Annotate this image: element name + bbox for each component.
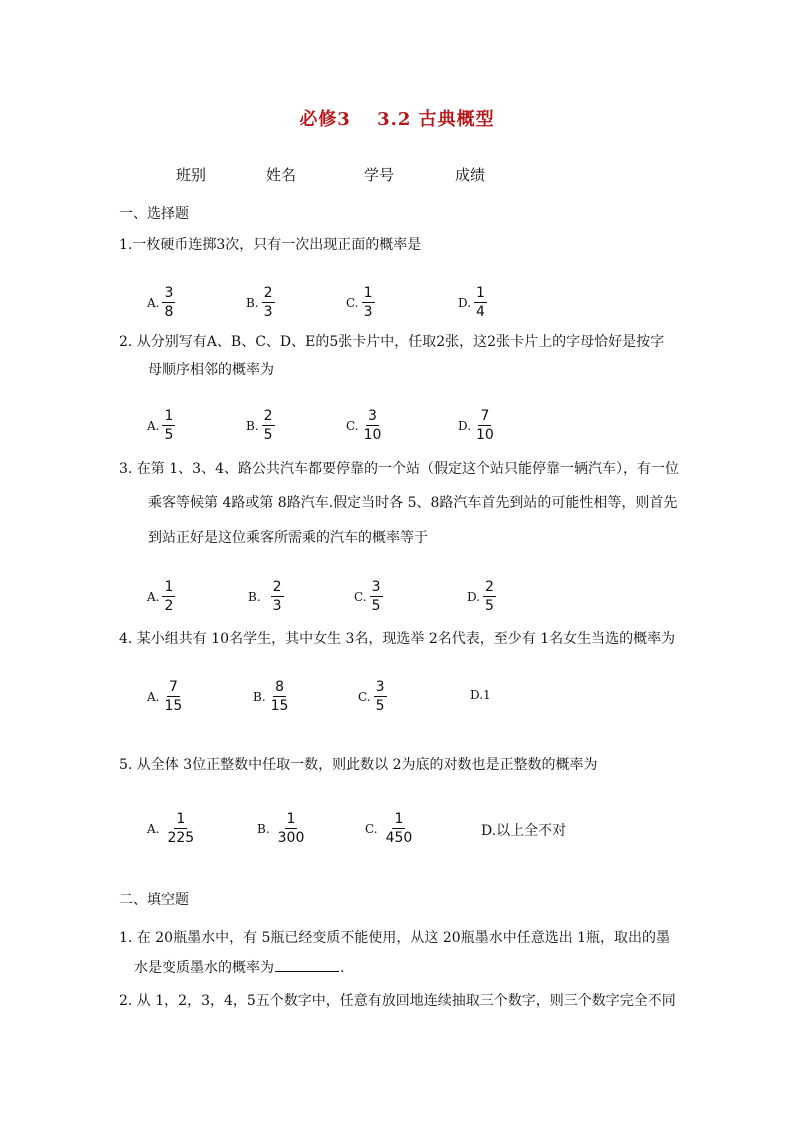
question-4: 4. 某小组共有 10名学生，其中女生 3名，现选举 2名代表，至少有 1名女生当选的概率为	[119, 631, 676, 647]
section-multiple-choice: 一、选择题	[119, 206, 189, 222]
fraction: $\frac{1}{300}$	[277, 811, 305, 846]
fraction: $\frac{2}{5}$	[485, 579, 494, 614]
fraction: $\frac{2}{3}$	[263, 285, 273, 320]
class-label: 班别	[176, 166, 207, 184]
question-1: 1.一枚硬币连掷3次，只有一次出现正面的概率是	[119, 237, 422, 253]
fraction: $\frac{3}{5}$	[375, 679, 385, 714]
fraction: $\frac{7}{15}$	[164, 679, 183, 714]
section-fill-in-blank: 二、填空题	[119, 892, 189, 908]
q3-option-a: A. $\frac{1}{2}$	[147, 579, 174, 614]
fraction: $\frac{1}{4}$	[476, 285, 485, 320]
q5-option-d: D.以上全不对	[481, 823, 567, 839]
answer-blank	[275, 971, 339, 972]
q1-option-b: B. $\frac{2}{3}$	[246, 285, 273, 320]
q5-option-b: B. $\frac{1}{300}$	[257, 811, 305, 846]
fraction: $\frac{8}{15}$	[270, 679, 289, 714]
q2-option-b: B. $\frac{2}{5}$	[246, 408, 273, 443]
fraction: $\frac{3}{10}$	[363, 408, 382, 443]
q2-option-c: C. $\frac{3}{10}$	[346, 408, 382, 443]
q3-option-c: C. $\frac{3}{5}$	[354, 579, 381, 614]
fraction: $\frac{3}{8}$	[164, 285, 174, 320]
fraction: $\frac{1}{450}$	[385, 811, 413, 846]
page-title: 必修3 3.2 古典概型	[299, 109, 495, 130]
fraction: $\frac{7}{10}$	[476, 408, 494, 443]
q4-option-c: C. $\frac{3}{5}$	[358, 679, 385, 714]
fraction: $\frac{1}{5}$	[164, 408, 174, 443]
q1-option-c: C. $\frac{1}{3}$	[346, 285, 373, 320]
fraction: $\frac{1}{3}$	[363, 285, 373, 320]
fraction: $\frac{1}{225}$	[167, 811, 195, 846]
question-3-line-1: 3. 在第 1、3、4、路公共汽车都要停靠的一个站（假定这个站只能停靠一辆汽车），有一位	[119, 461, 679, 477]
fraction: $\frac{2}{3}$	[272, 579, 282, 614]
q5-option-a: A. $\frac{1}{225}$	[147, 811, 195, 846]
q4-option-b: B. $\frac{8}{15}$	[253, 679, 289, 714]
q1-option-a: A. $\frac{3}{8}$	[147, 285, 174, 320]
fraction: $\frac{1}{2}$	[164, 579, 174, 614]
q5-option-c: C. $\frac{1}{450}$	[365, 811, 413, 846]
fraction: $\frac{2}{5}$	[263, 408, 273, 443]
question-2-line-1: 2. 从分别写有A、B、C、D、E的5张卡片中，任取2张，这2张卡片上的字母恰好是按字	[119, 334, 665, 350]
q2-option-a: A. $\frac{1}{5}$	[147, 408, 174, 443]
fill-question-1-line-2: 水是变质墨水的概率为 .	[134, 960, 345, 976]
fill-question-1-line-1: 1. 在 20瓶墨水中，有 5瓶已经变质不能使用，从这 20瓶墨水中任意选出 1瓶，取出的墨	[119, 930, 671, 946]
fill-question-2-line-1: 2. 从 1，2，3，4，5五个数字中，任意有放回地连续抽取三个数字，则三个数字完全不同	[119, 993, 676, 1009]
name-label: 姓名	[266, 166, 297, 184]
q4-option-d: D.1	[470, 688, 491, 702]
q1-option-d: D. $\frac{1}{4}$	[458, 285, 485, 320]
q4-option-a: A. $\frac{7}{15}$	[147, 679, 183, 714]
q2-option-d: D. $\frac{7}{10}$	[458, 408, 494, 443]
student-id-label: 学号	[364, 166, 395, 184]
question-3-line-3: 到站正好是这位乘客所需乘的汽车的概率等于	[148, 530, 428, 546]
question-5: 5. 从全体 3位正整数中任取一数，则此数以 2为底的对数也是正整数的概率为	[119, 757, 598, 773]
q3-option-b: B. $\frac{2}{3}$	[248, 579, 282, 614]
fraction: $\frac{3}{5}$	[371, 579, 381, 614]
question-3-line-2: 乘客等候第 4路或第 8路汽车.假定当时各 5、8路汽车首先到站的可能性相等，则首先	[148, 495, 678, 511]
score-label: 成绩	[455, 166, 486, 184]
q3-option-d: D. $\frac{2}{5}$	[467, 579, 494, 614]
question-2-line-2: 母顺序相邻的概率为	[148, 362, 274, 378]
